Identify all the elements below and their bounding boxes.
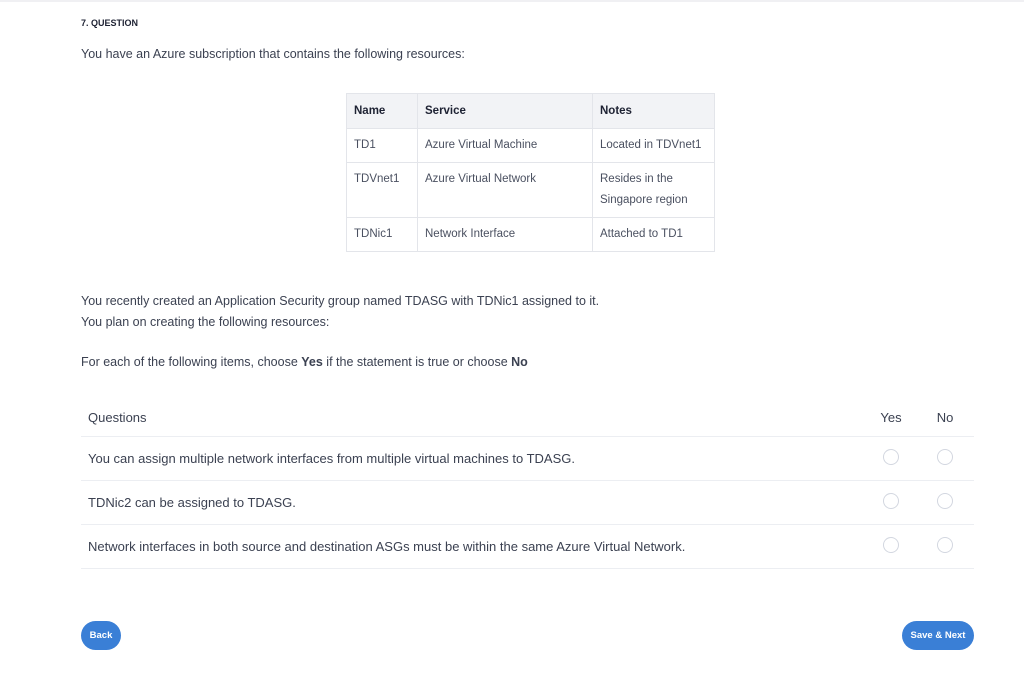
table-row: TDVnet1 Azure Virtual Network Resides in the Singapore region <box>347 163 715 218</box>
back-button[interactable]: Back <box>81 621 121 650</box>
header-service: Service <box>418 94 593 129</box>
question-number: 7. QUESTION <box>81 18 139 28</box>
table-row: TDNic1 Network Interface Attached to TD1 <box>347 218 715 252</box>
header-notes: Notes <box>593 94 715 129</box>
no-radio[interactable] <box>937 449 953 465</box>
resources-table <box>346 93 715 252</box>
yes-radio[interactable] <box>883 449 899 465</box>
no-radio[interactable] <box>937 493 953 509</box>
yes-radio[interactable] <box>883 537 899 553</box>
para1: You recently created an Application Security group named TDASG with TDNic1 assigned to it. <box>81 294 600 308</box>
questions-table <box>81 398 974 569</box>
para2: You plan on creating the following resources: <box>81 315 330 329</box>
no-radio[interactable] <box>937 537 953 553</box>
instructions: For each of the following items, choose Yes if the statement is true or choose No <box>81 355 528 369</box>
save-next-button[interactable]: Save & Next <box>902 621 974 650</box>
statement-row: Network interfaces in both source and destination ASGs must be within the same Azure Virtual Network. <box>81 525 974 569</box>
header-name: Name <box>347 94 418 129</box>
top-divider <box>0 0 1024 2</box>
questions-header-row: Questions Yes No <box>81 398 974 437</box>
statement-row: TDNic2 can be assigned to TDASG. <box>81 481 974 525</box>
statement-row: You can assign multiple network interfaces from multiple virtual machines to TDASG. <box>81 437 974 481</box>
table-row: TD1 Azure Virtual Machine Located in TDVnet1 <box>347 129 715 163</box>
intro-text: You have an Azure subscription that contains the following resources: <box>81 47 465 61</box>
yes-radio[interactable] <box>883 493 899 509</box>
